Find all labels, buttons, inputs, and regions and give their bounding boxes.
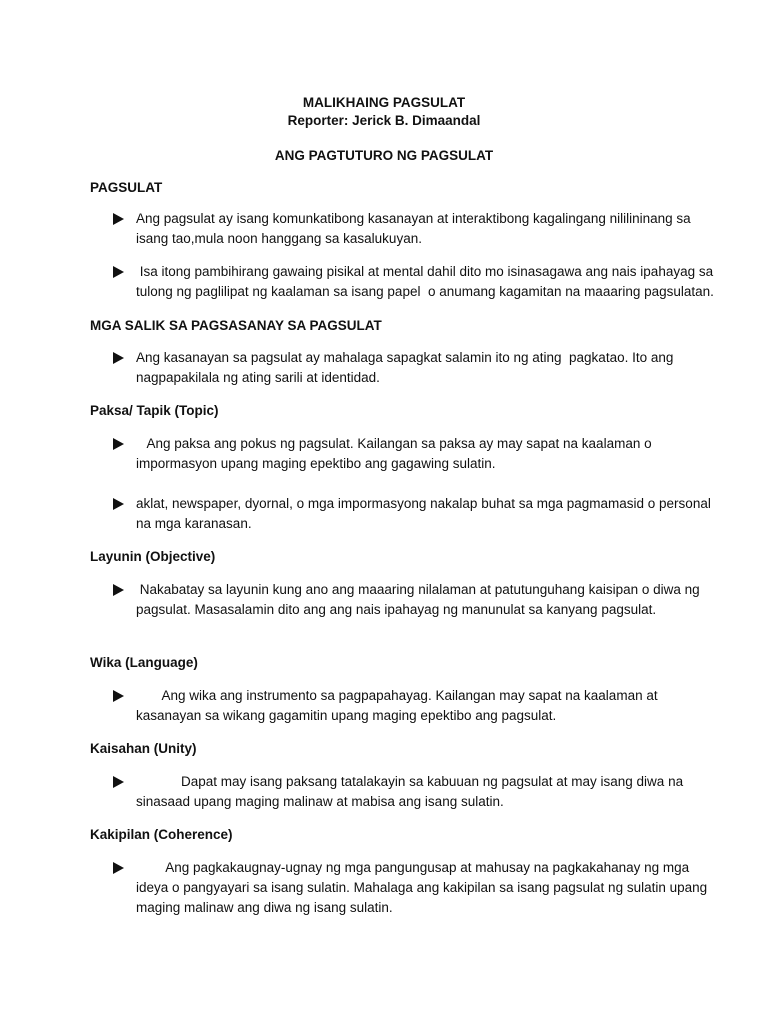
section-heading-paksa: Paksa/ Tapik (Topic) [90, 403, 219, 418]
reporter-line: Reporter: Jerick B. Dimaandal [287, 113, 481, 128]
bullet-text-line: Ang pagkakaugnay-ugnay ng mga pangungusap at mahusay na pagkakahanay ng mga [136, 860, 690, 875]
section-heading-pagsulat: PAGSULAT [90, 180, 163, 195]
bullet-text-line: Nakabatay sa layunin kung ano ang maaaring nilalaman at patutunguhang kaisipan o diwa ng [136, 582, 700, 597]
bullet-text-line: Dapat may isang paksang tatalakayin sa kabuuan ng pagsulat at may isang diwa na [136, 774, 684, 789]
bullet-text-line: aklat, newspaper, dyornal, o mga impormasyong nakalap buhat sa mga pagmamasid o personal [136, 496, 711, 511]
bullet-text-line: Isa itong pambihirang gawaing pisikal at mental dahil dito mo isinasagawa ang nais ipahayag sa [136, 264, 714, 279]
document-subtitle: ANG PAGTUTURO NG PAGSULAT [274, 148, 494, 163]
section-heading-wika: Wika (Language) [90, 655, 198, 670]
bullet-arrow-icon [113, 498, 124, 510]
document-title: MALIKHAING PAGSULAT [302, 95, 466, 110]
bullet-text-line: tulong ng paglilipat ng kaalaman sa isang papel o anumang kagamitan na maaaring pagsulatan. [136, 284, 714, 299]
bullet-arrow-icon [113, 690, 124, 702]
section-heading-kakipilan: Kakipilan (Coherence) [90, 827, 233, 842]
bullet-text-line: Ang paksa ang pokus ng pagsulat. Kailangan sa paksa ay may sapat na kaalaman o [136, 436, 652, 451]
bullet-text-line: Ang wika ang instrumento sa pagpapahayag. Kailangan may sapat na kaalaman at [136, 688, 658, 703]
section-heading-kaisahan: Kaisahan (Unity) [90, 741, 197, 756]
section-heading-salik: MGA SALIK SA PAGSASANAY SA PAGSULAT [90, 318, 382, 333]
bullet-text-line: pagsulat. Masasalamin dito ang ang nais ipahayag ng manunulat sa kanyang pagsulat. [136, 602, 657, 617]
bullet-text-line: na mga karanasan. [136, 516, 252, 531]
bullet-text-line: impormasyon upang maging epektibo ang gagawing sulatin. [136, 456, 496, 471]
bullet-arrow-icon [113, 862, 124, 874]
bullet-text-line: Ang kasanayan sa pagsulat ay mahalaga sapagkat salamin ito ng ating pagkatao. Ito ang [136, 350, 674, 365]
bullet-text-line: kasanayan sa wikang gagamitin upang maging epektibo ang pagsulat. [136, 708, 557, 723]
bullet-text-line: isang tao,mula noon hanggang sa kasalukuyan. [136, 231, 422, 246]
bullet-arrow-icon [113, 438, 124, 450]
bullet-text-line: sinasaad upang maging malinaw at mabisa ang isang sulatin. [136, 794, 504, 809]
bullet-text-line: Ang pagsulat ay isang komunkatibong kasanayan at interaktibong kagalingang nililininang sa [136, 211, 691, 226]
bullet-arrow-icon [113, 584, 124, 596]
bullet-arrow-icon [113, 266, 124, 278]
bullet-text-line: ideya o pangyayari sa isang sulatin. Mahalaga ang kakipilan sa isang pagsulat ng sulatin upang [136, 880, 708, 895]
bullet-text-line: maging malinaw ang diwa ng isang sulatin. [136, 900, 393, 915]
bullet-text-line: nagpapakilala ng ating sarili at identidad. [136, 370, 380, 385]
bullet-arrow-icon [113, 352, 124, 364]
bullet-arrow-icon [113, 213, 124, 225]
section-heading-layunin: Layunin (Objective) [90, 549, 216, 564]
bullet-arrow-icon [113, 776, 124, 788]
